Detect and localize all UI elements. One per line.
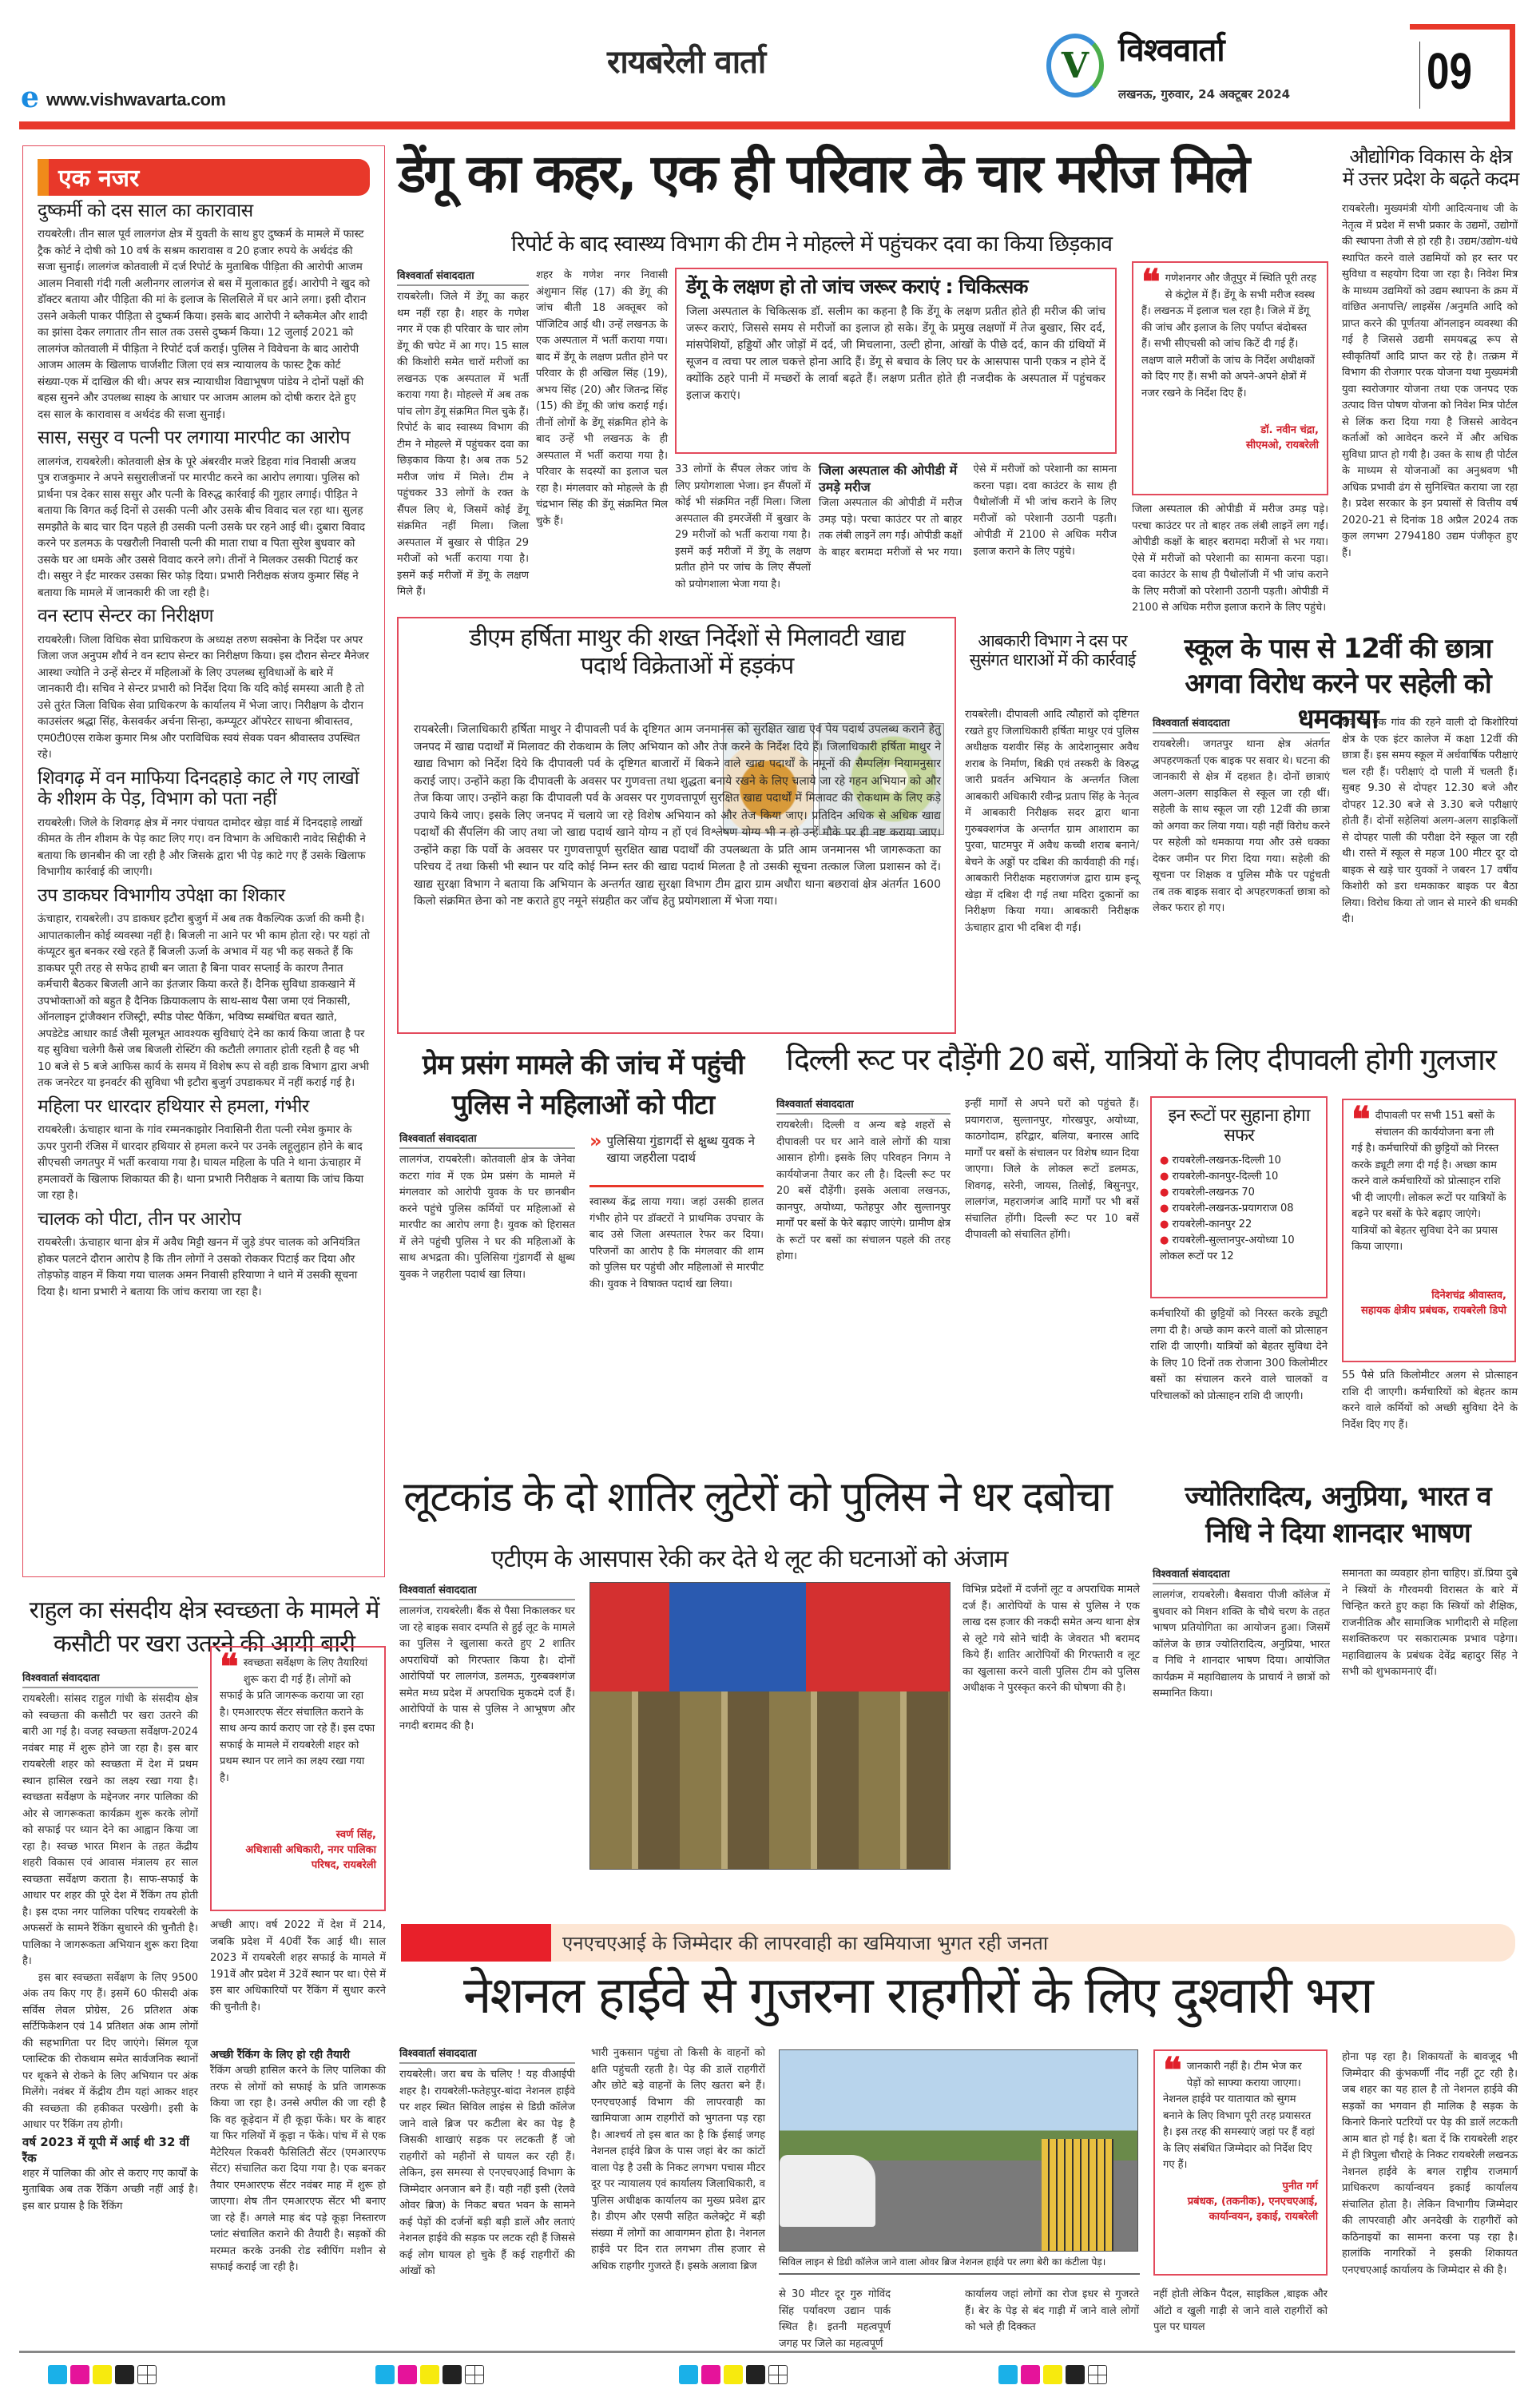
opd-title: जिला अस्पताल की ओपीडी में उमड़े मरीज (819, 463, 958, 495)
quote-icon: ❝ (1141, 262, 1161, 303)
speech-headline: ज्योतिरादित्य, अनुप्रिया, भारत व निधि ने दिया शानदार भाषण (1185, 1481, 1491, 1549)
speech-byline: विश्ववार्ता संवाददाता (1153, 1566, 1330, 1584)
ek-nazar-headline: शिवगढ़ में वन माफिया दिनदहाड़े काट ले गए लाखों के शीशम के पेड़, विभाग को पता नहीं (38, 767, 359, 810)
nhai-quote-text: जानकारी नहीं है। टीम भेज कर पेड़ों को साफ्या कराया जाएगा। नेशनल हाईवे पर यातायात को सुगम बनाने के लिए विभाग पूरी तरह प्रयासरत है। इस तरह की समस्याएं जहां पर हैं वहां के लिए संबंधित जिम्मेदार को निर्देश दिए गए हैं। (1163, 2061, 1315, 2171)
routes-list (1160, 1153, 1318, 1265)
color-swatch (679, 2365, 698, 2384)
route-item (1160, 1233, 1318, 1249)
delhi-byline: विश्ववार्ता संवाददाता (776, 1096, 951, 1115)
rahul-body-1: रायबरेली। सांसद राहुल गांधी के संसदीय क्षेत्र को स्वच्छता की कसौटी पर खरा उतरने की बारी आ गई है। वजह स्वच्छता सर्वेक्षण-2024 नवंबर माह में शुरू होने जा रहा है। इस बार रायबरेली शहर को स्वच्छता में देश में प्रथम स्थान हासिल रखने का लक्ष्य रखा गया है। स्वच्छता सर्वेक्षण के मद्देनजर नगर पालिका की ओर से जागरूकता कार्यक्रम शुरू करके लोगों को सफाई पर ध्यान देने का आह्वान किया जा रहा है। स्वच्छ भारत मिशन के तहत केंद्रीय शहरी विकास एवं आवास मंत्रालय हर साल स्वच्छता सर्वेक्षण कराता है। साफ-सफाई के आधार पर शहर की पूरे देश में रैंकिंग तय होती है। इस दफा नगर पालिका परिषद रायबरेली के अफसरों के सामने रैंकिंग सुधारने की चुनौती है। पालिका ने जागरूकता अभियान शुरू करा दिया है। (22, 1693, 198, 1967)
cmo-quote-text: गणेशनगर और जैतूपुर में स्थिति पूरी तरह से कंट्रोल में हैं। डेंगू के सभी मरीज स्वस्थ हैं। लखनऊ में इलाज चल रहा है। जिले में डेंगू की जांच और इलाज के लिए पर्याप्त बंदोबस्त हैं। सभी सीएचसी को जांच किटें दी गई हैं। लक्षण वाले मरीजों के जांच के निर्देश अधीक्षकों को दिए गए हैं। सभी को अपने-अपने क्षेत्रों में नजर रखने के निर्देश दिए हैं। (1141, 272, 1316, 400)
loot-col-1 (399, 1582, 575, 1894)
delhi-col-1 (776, 1096, 951, 1436)
crosshair-icon (137, 2365, 157, 2384)
ek-nazar-headline: वन स्टाप सेन्टर का निरीक्षण (38, 606, 213, 627)
loot-headline: लूटकांड के दो शातिर लुटेरों को पुलिस ने धर दबोचा (403, 1473, 1112, 1521)
rahul-body-2: अच्छी आए। वर्ष 2022 में देश में 214, जबकि प्रदेश में 40वीं रैंक आई थी। साल 2023 में रायबरेली शहर सफाई के मामले में 191वें और प्रदेश में 32वें स्थान पर था। ऐसे में इस बार अधिकारियों पर रैंकिंग में सुधार करने की चुनौती है। (210, 1919, 386, 2013)
color-bar (679, 2365, 788, 2384)
dengue-tips-box (675, 268, 1117, 454)
rahul-subhead-1: वर्ष 2023 में यूपी में आई थी 32 वीं रैंक (22, 2134, 189, 2165)
dengue-tips-title: डेंगू के लक्षण हो तो जांच जरूर कराएं : चिकित्सक (686, 275, 1028, 298)
color-swatch (115, 2365, 134, 2384)
eo-quote-designation: अधिशासी अधिकारी, नगर पालिका परिषद, रायबरेली (245, 1844, 376, 1871)
brand-name: विश्ववार्ता (1118, 32, 1224, 69)
bullet-icon: ● (1160, 1186, 1173, 1199)
rahul-sub1-body: शहर में पालिका की ओर से कराए गए कार्यों के मुताबिक अब तक रैंकिंग अच्छी नहीं आई है। इस बार प्रयास है कि रैंकिंग (22, 2167, 198, 2212)
excise-body: रायबरेली। दीपावली आदि त्यौहारों को दृष्टिगत रखते हुए जिलाधिकारी हर्षिता माथुर एवं पुलिस अधीक्षक यशवीर सिंह के आदेशानुसार अवैध शराब के निर्माण, बिक्री एवं तस्करी के विरुद्ध जारी प्रवर्तन अभियान के अन्तर्गत जिला आबकारी अधिकारी रवीन्द्र प्रताप सिंह के नेतृत्व में आबकारी निरीक्षक सदर द्वारा थाना गुरुबक्शगंज के अन्तर्गत ग्राम आशाराम का पुरवा, घाटमपुर में अवैध कच्ची शराब बनाने/बेचने के अड्डों पर दबिश की कार्यवाही की गई। आबकारी निरीक्षक महराजगंज द्वारा ग्राम इन्दू खेड़ा में दबिश दी गई तथा मदिरा दुकानों का निरीक्षण किया गया। आबकारी निरीक्षक ऊंचाहार द्वारा भी दबिश दी गई। (965, 709, 1139, 934)
ek-nazar-headline: उप डाकघर विभागीय उपेक्षा का शिकार (38, 884, 285, 906)
eo-quote-name: स्वर्ण सिंह, (335, 1829, 376, 1841)
route-item (1160, 1169, 1318, 1185)
nhai-col-2: भारी नुकसान पहुंचा तो किसी के वाहनों को क्षति पहुंचती रहती है। पेड़ की डालें राहगीरों और छोटे बड़े वाहनों के लिए खतरा बने हैं। एनएचएआई विभाग की लापरवाही का खामियाजा आम राहगीरों को भुगतना पड़ रहा है। आश्चर्य तो इस बात का है कि ईसाई जगह नेशनल हाईवे ब्रिज के पास जहां बेर का कांटों वाला पेड़ है उसी के निकट लगभग पचास मीटर दूर पर न्यायालय एवं कार्यालय जिलाधिकारी, व पुलिस अधीक्षक कार्यालय का मुख्य प्रवेश द्वार है। डीएम और एसपी सहित कलेक्ट्रेट में बड़ी संख्या में लोगों का आवागमन होता है। नेशनल हाईवे पर दिन रात लगभग तीस हजार से अधिक राहगीर गुजरते हैं। इसके अलावा ब्रिज (591, 2047, 765, 2272)
ek-nazar-headline: दुष्कर्मी को दस साल का कारावास (38, 201, 253, 221)
crosshair-icon (768, 2365, 788, 2384)
color-swatch (70, 2365, 89, 2384)
color-swatch (724, 2365, 743, 2384)
quote-icon: ❝ (1163, 2050, 1182, 2091)
color-swatch (443, 2365, 462, 2384)
lead-col-3: 33 लोगों के सैंपल लेकर जांच के लिए प्रयोगशाला भेजा। इन सैंपलों में कोई भी संक्रमित नहीं मिला। जिला अस्पताल की इमरजेंसी में बुखार के 29 मरीजों को भर्ती कराया गया है। इसमें कई मरीजों में डेंगू के लक्षण प्रतीत होने पर जांच के लिए सैंपलों को प्रयोगशाला भेजा गया है। (675, 463, 811, 590)
delhi-body-1: रायबरेली। दिल्ली व अन्य बड़े शहरों से दीपावली पर घर आने वाले लोगों की यात्रा आसान होगी। इसके लिए परिवहन निगम ने कार्ययोजना तैयार कर ली है। दिल्ली रूट पर 20 बसें दौड़ेंगी। इसके अलावा लखनऊ, कानपुर, अयोध्या, फतेहपुर और सुल्तानपुर मार्गों पर बसों के फेरे बढ़ाए जाएंगे। ग्रामीण क्षेत्र के रूटों पर बसों का संचालन पहले की तरह होगा। (776, 1119, 951, 1262)
ek-nazar-body: रायबरेली। तीन साल पूर्व लालगंज क्षेत्र में युवती के साथ हुए दुष्कर्म के मामले में फास्ट ट्रैक कोर्ट ने दोषी को 10 वर्ष के सश्रम कारावास व 20 हजार रुपये के अर्थदंड की सजा सुनाई। लालगंज कोतवाली में दर्ज रिपोर्ट के मुताबिक पीड़िता की आरोपी आजम आलम निवासी गंदी गली अलीनगर लालगंज से बस में मुलाकात हुई। आरोपी ने खुद को डॉक्टर बताया और पीड़िता की मां के इलाज के सिलसिले में घर आने लगा। इसी दौरान उसने अकेली पाकर पीड़िता से दुष्कर्म किया। इसके बाद आरोपी ने ब्लैकमेल और शादी का झांसा देकर लगातार तीन साल तक उससे दुष्कर्म किया। 12 जुलाई 2021 को लालगंज कोतवाली में पीड़िता ने रिपोर्ट दर्ज कराई। पुलिस ने विवेचना के बाद आरोपी आजम आलम के खिलाफ चार्जशीट जिला एवं सत्र न्यायालय के फास्ट ट्रैक कोर्ट संख्या-एक में दाखिल की थी। अपर सत्र न्यायाधीश विद्याभूषण पांडेय ने दोनों पक्षों की बहस सुनने और उपलब्ध साक्ष्य के आधार पर आजम आलम को दोषी करार देते हुए दस साल के कारावास व अर्थदंड की सजा सुनाई। (38, 228, 371, 421)
dengue-tips-body: जिला अस्पताल के चिकित्सक डॉ. सलीम का कहना है कि डेंगू के लक्षण प्रतीत होते ही मरीज की जांच जरूर कराएं, जिससे समय से मरीजों का इलाज हो सके। डेंगू के प्रमुख लक्षणों में तेज बुखार, सिर दर्द, मांसपेशियों, हड्डियों और जोड़ों में दर्द, जी मिचलाना, उल्टी होना, आंखों के पीछे दर्द, कान की ग्रंथियों में सूजन व त्वचा पर लाल चकत्ते होना आदि हैं। डेंगू से बचाव के लिए घर के आसपास पानी एकत्र न होने दें क्योंकि ठहरे पानी में मच्छरों के लार्वा बढ़ते हैं। लक्षण प्रतीत होते ही नजदीक के अस्पताल में पहुंचकर इलाज कराएं। (686, 304, 1105, 402)
route-label: रायबरेली-लखनऊ 70 (1172, 1186, 1255, 1199)
route-label: रायबरेली-कानपुर-दिल्ली 10 (1172, 1170, 1279, 1183)
section-title: रायबरेली वार्ता (607, 44, 766, 81)
car-shape (780, 2155, 875, 2227)
delhi-headline: दिल्ली रूट पर दौड़ेंगी 20 बसें, यात्रियों के लिए दीपावली होगी गुलजार (786, 1042, 1496, 1077)
rahul-col-3 (210, 2047, 386, 2351)
opd-body: जिला अस्पताल की ओपीडी में मरीज उमड़ पड़े। परचा काउंटर पर तो बाहर तक लंबी लाइनें लग गईं। ओपीडी कक्षों के बाहर बरामदा मरीजों से भर गया। ऐसे में मरीजों को परेशानी का सामना करना पड़ा। दवा काउंटर के साथ ही पैथोलॉजी में भी जांच कराने के लिए मरीजों को परेशानी उठानी पड़ती। ओपीडी में 2100 से अधिक मरीज इलाज कराने के लिए पहुंचे। (819, 463, 1117, 559)
food-body (414, 721, 941, 1029)
love-sidebar (589, 1130, 764, 1187)
cmo-quote-box (1132, 261, 1328, 495)
ek-nazar-headline: चालक को पीटा, तीन पर आरोप (38, 1208, 241, 1230)
route-item (1160, 1201, 1318, 1217)
route-label: लोकल रूटों पर 12 (1160, 1250, 1234, 1262)
love-headline: प्रेम प्रसंग मामले की जांच में पहुंची पुलिस ने महिलाओं को पीटा (422, 1049, 744, 1121)
ek-nazar-box (22, 145, 385, 1577)
color-swatch (746, 2365, 765, 2384)
rahul-byline: विश्ववार्ता संवाददाता (22, 1670, 198, 1688)
kicker-red-block (401, 1924, 551, 1962)
ek-nazar-items (38, 201, 370, 1300)
nhai-photo-caption: सिविल लाइन से डिग्री कॉलेज जाने वाला ओवर ब्रिज नेशनल हाईवे पर लगा बेरी का कंटीला पेड़। (779, 2255, 1140, 2275)
ek-nazar-title: एक नजर (58, 165, 140, 193)
ek-nazar-headline: सास, ससुर व पत्नी पर लगाया मारपीट का आरोप (38, 427, 351, 449)
rahul-subhead-2: अच्छी रैंकिंग के लिए हो रही तैयारी (210, 2047, 386, 2063)
eo-quote-box (210, 1646, 386, 1911)
loot-col-2: विभिन्न प्रदेशों में दर्जनों लूट व अपराधिक मामले दर्ज हैं। आरोपियों के पास से पुलिस ने एक लाख दस हजार की नकदी समेत अन्य थाना क्षेत्र से लूटे गये सोने चांदी के जेवरात भी बरामद किये हैं। शातिर आरोपियों की गिरफ्तारी व लूट का खुलासा करने वाली पुलिस टीम को पुलिस अधीक्षक ने पुरस्कृत करने की घोषणा की है। (963, 1584, 1140, 1694)
school-body-1: रायबरेली। जगतपुर थाना क्षेत्र अंतर्गत अपहरणकर्ता एक बाइक पर सवार थे। घटना की जानकारी से क्षेत्र में दहशत है। दोनों छात्राएं अलग-अलग साइकिल से स्कूल जा रही थीं। सहेली के साथ स्कूल जा रही 12वीं की छात्रा को अगवा कर लिया गया। यही नहीं विरोध करने पर सहेली को धमकाया गया और उसे धक्का देकर जमीन पर गिरा दिया गया। सहेली की सूचना पर शिक्षक व पुलिस मौके पर पहुंचती तब तक बाइक सवार दो अपहरणकर्ता छात्रा को लेकर फरार हो गए। (1153, 738, 1330, 914)
chevron-right-icon: » (589, 1130, 602, 1152)
color-bar (375, 2365, 484, 2384)
nhai-quote-designation: प्रबंधक, (तकनीक), एनएचएआई, कार्यान्वयन, इकाई, रायबरेली (1187, 2196, 1318, 2223)
ie-logo-icon: e (21, 81, 39, 114)
delhi-col-4: 55 पैसे प्रति किलोमीटर अलग से प्रोत्साहन राशि दी जाएगी। कर्मचारियों को बेहतर काम करने वाले कर्मियों को अच्छी सुविधा देने के निर्देश दिए गए हैं। (1342, 1369, 1518, 1431)
industry-headline: औद्योगिक विकास के क्षेत्र में उत्तर प्रदेश के बढ़ते कदम (1342, 145, 1519, 190)
color-swatch (93, 2365, 112, 2384)
lead-col-4: जिला अस्पताल की ओपीडी में मरीज उमड़ पड़े। परचा काउंटर पर तो बाहर तक लंबी लाइनें लग गईं। ओपीडी कक्षों के बाहर बरामदा मरीजों से भर गया। ऐसे में मरीजों को परेशानी का सामना करना पड़ा। दवा काउंटर के साथ ही पैथोलॉजी में भी जांच कराने के लिए मरीजों को परेशानी उठानी पड़ती। ओपीडी में 2100 से अधिक मरीज इलाज कराने के लिए पहुंचे। (1132, 503, 1328, 614)
love-body-1: लालगंज, रायबरेली। कोतवाली क्षेत्र के जेनेवा कटरा गांव में एक प्रेम प्रसंग के मामले में मंगलवार को आरोपी युवक के घर छानबीन करने पहुंचे पुलिस कर्मियों पर महिलाओं से मारपीट का आरोप लगा है। युवक को हिरासत में लेने पहुंची पुलिस ने घर की महिलाओं के साथ अभद्रता की। पुलिसिया गुंडागर्दी से क्षुब्ध युवक ने जहरीला पदार्थ खा लिया। (399, 1154, 575, 1281)
ek-nazar-body: ऊंचाहार, रायबरेली। उप डाकघर इटौरा बुजुर्ग में अब तक वैकल्पिक ऊर्जा की कमी है। आपातकालीन कोई व्यवस्था नहीं है। बिजली ना आने पर भी काम होता रहे। पर यहां तो कंप्यूटर बुत बनकर रखे रहते हैं बिजली ऊर्जा के अभाव में यह भी कह सकते हैं कि डाकघर पूरी तरह से सफेद हाथी बन जाता है बिना पावर सप्लाई के कारण तैनात कर्मचारी बैठकर बिजली आने का इंतजार किया करते हैं। दैनिक सुविधा डाकखाने में उपभोक्ताओं को बहुत है दैनिक क्रियाकलाप के साथ-साथ पैसा जमा एवं निकासी, ऑनलाइन ट्रांजैक्शन रजिस्ट्री, स्पीड पोस्ट पैकिंग, भविष्य सम्बंधित बचत खाते, अपडेटेड आधार कार्ड जैसी मूलभूत आवश्यक सुविधाएं देने का कार्य किया जाता है पर यह सुविधा चलेगी कैसे जब बिजली रोस्टिंग की कटौती लगातार होती रहती है वह भी 10 बजे से 5 बजे आफिस कार्य के समय में विशेष रूप से वही डाक विभाग द्वारा अभी तक जनरेटर या इनवर्टर की सुविधा भी इटौरा बुजुर्ग उपडाकघर में नहीं कराई गई है। (38, 912, 370, 1090)
color-swatch (1043, 2365, 1062, 2384)
header-rule (19, 121, 1515, 129)
bullet-icon: ● (1160, 1170, 1173, 1183)
page-divider (1419, 42, 1420, 109)
love-sidebar-text: पुलिसिया गुंडागर्दी से क्षुब्ध युवक ने खाया जहरीला पदार्थ (606, 1134, 755, 1165)
food-headline: डीएम हर्षिता माथुर की शख्त निर्देशों से मिलावटी खाद्य पदार्थ विक्रेताओं में हड़कंप (469, 624, 905, 680)
depot-quote-designation: सहायक क्षेत्रीय प्रबंधक, रायबरेली डिपो (1360, 1305, 1506, 1317)
route-label: रायबरेली-लखनऊ-प्रयागराज 08 (1172, 1202, 1294, 1214)
school-byline: विश्ववार्ता संवाददाता (1153, 715, 1330, 733)
school-col-2: क्षेत्र के एक गांव की रहने वाली दो किशोरियां क्षेत्र के एक इंटर कालेज में कक्षा 12वीं की छात्रा हैं। इस समय स्कूल में अर्धवार्षिक परीक्षाएं चल रही हैं। परीक्षाएं दो पाली में चलती हैं। सुबह 9.30 से दोपहर 12.30 बजे और दोपहर 12.30 बजे से 3.30 बजे परीक्षाएं होती हैं। दोनों सहेलियां अलग-अलग साइकिलों से दोपहर पाली की परीक्षा देने स्कूल जा रही थी। रास्ते में स्कूल से महज 100 मीटर दूर दो बाइक से खड़े चार युवकों ने जबरन 17 वर्षीय किशोरी को डरा धमकाकर बाइक पर बैठा लिया। विरोध किया तो जान से मारने की धमकी दी। (1342, 717, 1518, 925)
color-swatch (398, 2365, 417, 2384)
dateline: लखनऊ, गुरुवार, 24 अक्टूबर 2024 (1118, 87, 1291, 101)
speech-col-2: समानता का व्यवहार होना चाहिए। डॉ.प्रिया दुबे ने स्त्रियों के गौरवमयी विरासत के बारे में चिन्हित करते हुए कहा कि स्त्रियों को शैक्षिक, राजनीतिक और सामाजिक भागीदारी से महिला सशक्तिकरण पर सकारात्मक प्रभाव पड़ेगा। महाविद्यालय के प्रबंधक देवेंद्र बहादुर सिंह ने सभी को शुभकामनाएं दीं। (1342, 1568, 1518, 1678)
industry-body: रायबरेली। मुख्यमंत्री योगी आदित्यनाथ जी के नेतृत्व में प्रदेश में सभी प्रकार के उद्यमों, उद्योगों की स्थापना तेजी से हो रही है। उद्यम/उद्योग-धंधे स्थापित करने वाले उद्यमियों को हर स्तर पर सुविधा व सहयोग दिया जा रहा है। निवेश मित्र के माध्यम उद्यमियों को उद्यम स्थापना के क्रम में वांछित अनापत्ति/ लाइसेंस /अनुमति आदि को प्राप्त करने की पूर्णतया ऑनलाइन व्यवस्था की गई है जिससे उद्यमी समयबद्ध रूप से स्वीकृतियाँ आदि प्राप्त कर रहे है। तत्क्रम में विभाग की रोजगार परक योजना यथा मुख्यमंत्री युवा स्वरोजगार योजना तथा एक जनपद एक उत्पाद वित्त पोषण योजना को निवेश मित्र पोर्टल से लिंक करा दिया गया है जिससे आवेदन कर्ताओं को आवेदन करने में और अधिक सुविधा प्राप्त हो गयी है। उक्त के साथ ही पोर्टल के माध्यम से योजनाओं का अनुश्रवण भी अधिक प्रभावी ढंग से सुनिश्चित कराया जा रहा है। प्रदेश सरकार के इन प्रयासों से वित्तीय वर्ष 2020-21 से दिनांक 18 अप्रैल 2024 तक कुल लगभग 2794180 उद्यम पंजीकृत हुए हैं। (1342, 203, 1518, 559)
page-number: 09 (1427, 42, 1472, 100)
nhai-col-6: होना पड़ रहा है। शिकायतों के बावजूद भी जिम्मेदार की कुंभकर्णी नींद नहीं टूट रही है। जब शहर का यह हाल है तो नेशनल हाईवे की सड़कों का भगवान ही मालिक है सड़क के किनारे किनारे पटरियों पर पेड़ की डालें लटकती आम बात हो गई है। बता दें कि रायबरेली शहर में ही त्रिपुला चौराहे के निकट रायबरेली लखनऊ नेशनल हाईवे के बगल राष्ट्रीय राजमार्ग प्राधिकरण कार्यान्वयन इकाई कार्यालय संचालित होता है। लेकिन विभागीय जिम्मेदार की लापरवाही और अनदेखी के राहगीरों को कठिनाइयों का सामना करना पड़ रहा है। हालांकि नागरिकों ने इसकी शिकायत एनएचएआई कार्यालय के जिम्मेदार से की है। (1342, 2051, 1518, 2276)
ek-nazar-body: रायबरेली। जिले के शिवगढ़ क्षेत्र में नगर पंचायत दामोदर खेड़ा वार्ड में दिनदहाड़े लाखों कीमत के तीन शीशम के पेड़ काट लिए गए। वन विभाग के अधिकारी नावेद सिद्दीकी ने बताया कि छानबीन की जा रही है और जिसके द्वारा भी पेड़ काटे गए हैं उसके खिलाफ विभागीय कार्रवाई की जाएगी। (38, 816, 366, 879)
ek-nazar-label (38, 159, 370, 196)
love-col-1 (399, 1131, 575, 1434)
railing-shape (1042, 2139, 1113, 2251)
nhai-headline: नेशनल हाईवे से गुजरना राहगीरों के लिए दुश्वारी भरा (463, 1966, 1372, 2025)
lead-headline: डेंगू का कहर, एक ही परिवार के चार मरीज मिले (398, 143, 1248, 205)
route-label: रायबरेली-सुल्तानपुर-अयोध्या 10 (1172, 1234, 1295, 1246)
route-label: रायबरेली-लखनऊ-दिल्ली 10 (1172, 1154, 1281, 1167)
nhai-body-1: रायबरेली। जरा बच के चलिए ! यह वीआईपी शहर है। रायबरेली-फतेहपुर-बांदा नेशनल हाईवे पर शहर स्थित सिविल लाइंस से डिग्री कॉलेज जाने वाले ब्रिज पर कटीला बेर का पेड़ है जिसकी शाखाएं सड़क पर लटकती हैं जो राहगीरों को महीनों से घायल कर रही हैं। लेकिन, इस समस्या से एनएचएआई विभाग के जिम्मेदार अनजान बने हैं। यही नहीं इसी (रेलवे ओवर ब्रिज) के निकट बचत भवन के सामने कई पेड़ों की दर्जनों बड़ी बड़ी डालें और लताएं नेशनल हाईवे की सड़क पर लटक रही हैं जिससे कई लोग घायल हो चुके हैं कई राहगीरों की आंखों को (399, 2069, 575, 2277)
loot-photo (589, 1582, 951, 1870)
rahul-body-1b: इस बार स्वच्छता सर्वेक्षण के लिए 9500 अंक तय किए गए हैं। इसमें 60 फीसदी अंक सर्विस लेवल प्रोग्रेस, 26 प्रतिशत अंक सर्टिफिकेशन एवं 14 प्रतिशत अंक आम लोगों की सहभागिता पर दिए जाएंगे। सिंगल यूज प्लास्टिक की रोकथाम समेत सार्वजनिक स्थानों पर थूकने से रोकने के लिए अभियान पर अंक मिलेंगे। नवंबर में केंद्रीय टीम यहां आकर शहर की स्वच्छता की हकीकत परखेगी। इसी के आधार पर रैंकिंग तय होगी। (22, 1971, 198, 2131)
love-byline: विश्ववार्ता संवाददाता (399, 1131, 575, 1149)
lead-col-2: शहर के गणेश नगर निवासी अंशुमान सिंह (17) की डेंगू की जांच बीती 18 अक्तूबर को पॉजिटिव आई थी। उन्हें लखनऊ के एक अस्पताल में भर्ती कराया गया। बाद में डेंगू के लक्षण प्रतीत होने पर परिवार के ही अखिल सिंह (19), अभय सिंह (20) और जितन्द्र सिंह (15) की डेंगू की जांच कराई गई। तीनों लोगों के डेंगू संक्रमित होने के बाद उन्हें भी लखनऊ के ही अस्पताल में भर्ती कराया गया है। परिवार के सदस्यों का इलाज चल रहा है। मंगलवार को मोहल्ले के ही चंद्रभान सिंह की डेंगू संक्रमित मिल चुके हैं। (536, 269, 668, 527)
color-swatch (375, 2365, 395, 2384)
routes-title: इन रूटों पर सुहाना होगा सफर (1168, 1106, 1310, 1147)
crosshair-icon (465, 2365, 484, 2384)
ek-nazar-body: लालगंज, रायबरेली। कोतवाली क्षेत्र के पूरे अंबरवीर मजरे डिहवा गांव निवासी अजय पुत्र राजकुमार ने अपने ससुरालीजनों पर मारपीट करने का आरोप लगाया। पुलिस को प्रार्थना पत्र देकर सास ससुर और पत्नी के विरुद्ध कार्रवाई की गुहार लगाई। पीड़ित ने बताया कि विगत कई दिनों से उसकी पत्नी और उसके बीच विवाद चल रहा था। सुलह समझौते के बाद चार दिन पहले ही उसकी पत्नी उसके घर रहने आई थी। दुबारा विवाद करने पर डलमऊ के पखरौली निवासी पत्नी की माता राधा व पिता सुरेश बुधवार को उसके घर आ धमके और उससे विवाद करने लगे। तीनों ने मिलकर उसकी पिटाई कर दी। ससुर ने ईंट मारकर उसका सिर फोड़ दिया। प्रभारी निरीक्षक संजय कुमार सिंह ने बताया कि मामले में जानकारी की जा रही है। (38, 455, 366, 599)
ek-nazar-body: रायबरेली। ऊंचाहार थाना के गांव रम्मनकाझोर निवासिनी रीता पत्नी रमेश कुमार के ऊपर पुरानी रंजिस में धारदार हथियार से हमला करने पर उनके लहूलुहान होने के बाद सीएचसी जगतपुर में भर्ती करवाया गया है। घायल महिला के पति ने थाना ऊंचाहार में हमलावरों के खिलाफ शिकायत की है। थाना प्रभारी निरीक्षक ने बताया कि जांच किया जा रहा है। (38, 1123, 364, 1202)
ek-nazar-headline: महिला पर धारदार हथियार से हमला, गंभीर (38, 1095, 309, 1117)
eo-quote-text: स्वच्छता सर्वेक्षण के लिए तैयारियां शुरू करा दी गई हैं। लोगों को सफाई के प्रति जागरूक कराया जा रहा है। एमआरएफ सेंटर संचालित कराने के साथ अन्य कार्य कराए जा रहे हैं। इस दफा सफाई के मामले में रायबरेली शहर को प्रथम स्थान पर लाने का लक्ष्य रखा गया है। (220, 1657, 375, 1784)
rahul-col-1 (22, 1670, 198, 2357)
lead-col-1 (397, 268, 529, 611)
route-label: रायबरेली-कानपुर 22 (1172, 1218, 1252, 1230)
rahul-headline: राहुल का संसदीय क्षेत्र स्वच्छता के मामले में कसौटी पर खरा उतरने की आयी बारी (29, 1596, 379, 1658)
bullet-icon: ● (1160, 1202, 1173, 1214)
loot-byline: विश्ववार्ता संवाददाता (399, 1582, 575, 1600)
ek-nazar-body: रायबरेली। ऊंचाहार थाना क्षेत्र में अवैध मिट्टी खनन में जुड़े डंपर चालक को अनियंत्रित होकर पलटने दौरान आरोप है कि तीन लोगों ने उसको रोककर पिटाई कर दिया और तोड़फोड़ वाहन में किया गया चालक अमन निवासी हरियाणा ने थाने में उसकी सूचना दिया है। थाना प्रभारी ने बताया कि जांच कराया जा रहा है। (38, 1236, 360, 1298)
color-swatch (701, 2365, 720, 2384)
cmo-quote-name: डॉ. नवीन चंद्रा, (1260, 424, 1319, 436)
quote-icon: ❝ (220, 1647, 239, 1687)
color-swatch (1066, 2365, 1085, 2384)
color-swatch (1021, 2365, 1040, 2384)
nhai-byline: विश्ववार्ता संवाददाता (399, 2045, 575, 2064)
routes-box (1150, 1096, 1328, 1298)
bullet-icon: ● (1160, 1154, 1173, 1167)
loot-body-1: लालगंज, रायबरेली। बैंक से पैसा निकालकर घर जा रहे बाइक सवार दम्पति से हुई लूट के मामले का पुलिस ने खुलासा करते हुए 2 शातिर अपराधियों को गिरफ्तार किया है। दोनों आरोपियों पर लालगंज, डलमऊ, गुरुबक्शगंज समेत मध्य प्रदेश में अपराधिक मुकदमे दर्ज हैं। आरोपियों के पास से पुलिस ने आभूषण और नगदी बरामद की है। (399, 1605, 575, 1732)
route-item (1160, 1185, 1318, 1201)
cmo-quote-designation: सीएमओ, रायबरेली (1245, 439, 1319, 451)
nhai-col-4: कार्यालय जहां लोगों का रोज इधर से गुजरते हैं। बेर के पेड़ से बंद गाड़ी में जाने वाले लोगों को भले ही दिक्कत (965, 2288, 1139, 2333)
loot-subhead: एटीएम के आसपास रेकी कर देते थे लूट की घटनाओं को अंजाम (491, 1545, 1008, 1573)
school-headline: स्कूल के पास से 12वीं की छात्रा अगवा विरोध करने पर सहेली को धमकाया (1184, 633, 1492, 735)
depot-quote-text: दीपावली पर सभी 151 बसों के संचालन की कार्ययोजना बना ली गई है। कर्मचारियों की छुट्टियों को निरस्त करके ड्यूटी लगा दी गई है। अच्छा काम करने वाले कर्मचारियों को प्रोत्साहन राशि भी दी जाएगी। लोकल रूटों पर यात्रियों के बढ़ने पर बसों के फेरे बढ़ाए जाएंगे। यात्रियों को बेहतर सुविधा देने का प्रयास किया जाएगा। (1351, 1110, 1506, 1253)
route-item (1160, 1217, 1318, 1233)
nhai-col-5: नहीं होती लेकिन पैदल, साइकिल ,बाइक और ऑटो व खुली गाड़ी से जाने वाले राहगीरों को पुल पर घायल (1153, 2288, 1328, 2333)
brand-logo-icon: V (1046, 34, 1104, 97)
color-swatch (420, 2365, 439, 2384)
delhi-col-2: इन्हीं मार्गों से अपने घरों को पहुंचते हैं। प्रयागराज, सुल्तानपुर, गोरखपुर, अयोध्या, काठगोदाम, हरिद्वार, बलिया, बनारस आदि मार्गों पर बसों के संचालन पर विशेष ध्यान दिया जाएगा। जिले के लोकल रूटों डलमऊ, शिवगढ़, सरेनी, जायस, तिलोई, बिसुनपुर, लालगंज, महराजगंज आदि मार्गों पर भी बसें संचालित होंगी। दिल्ली रूट पर 10 बसें दीपावली को संचालित होंगी। (965, 1098, 1139, 1241)
nhai-kicker-strip (401, 1924, 1515, 1962)
nhai-quote-box (1153, 2049, 1328, 2276)
lead-byline: विश्ववार्ता संवाददाता (397, 268, 529, 286)
bullet-icon: ● (1160, 1234, 1173, 1246)
delhi-col-3: कर्मचारियों की छुट्टियों को निरस्त करके ड्यूटी लगा दी है। अच्छे काम करने वालों को प्रोत्साहन राशि दी जाएगी। यात्रियों को बेहतर सुविधा देने के लिए 10 दिनों तक रोजाना 300 किलोमीटर बसों का संचालन करने वाले चालकों व परिचालकों को प्रोत्साहन राशि दी जाएगी। (1150, 1308, 1328, 1402)
speech-body-1: लालगंज, रायबरेली। बैसवारा पीजी कॉलेज में बुधवार को मिशन शक्ति के चौथे चरण के तहत भाषण प्रतियोगिता का आयोजन हुआ। जिसमें कॉलेज के छात्र ज्योतिरादित्य, अनुप्रिया, भारत व निधि ने शानदार भाषण दिया। आयोजित कार्यक्रम में महाविद्यालय के प्राचार्य ने छात्रों को सम्मानित किया। (1153, 1589, 1330, 1699)
quote-icon: ❝ (1351, 1099, 1371, 1140)
route-item (1160, 1153, 1318, 1169)
depot-quote-box (1342, 1099, 1516, 1362)
excise-headline: आबकारी विभाग ने दस पर सुसंगत धाराओं में की कार्रवाई (969, 631, 1136, 670)
route-item (1160, 1249, 1318, 1265)
crosshair-icon (1088, 2365, 1107, 2384)
nhai-col-1 (399, 2045, 575, 2349)
ek-nazar-body: रायबरेली। जिला विधिक सेवा प्राधिकरण के अध्यक्ष तरुण सक्सेना के निर्देश पर अपर जिला जज अनुपम शौर्य ने वन स्टाप सेन्टर का निरीक्षण किया। इस दौरान सेन्टर मैनेजर आस्था ज्योति ने उन्हें सेन्टर में महिलाओं के लिए उपलब्ध सुविधाओं के बारे में जानकारी दी। सचिव ने सेन्टर प्रभारी को निर्देश दिया कि यदि कोई समस्या आती है तो उसे तुरंत जिला विधिक सेवा प्राधिकरण के कार्यालय में भेजा जाए। निरीक्षण के दौरान काउसंलर श्रद्धा सिंह, केसवर्कर अर्चना सिन्हा, कम्प्यूटर ऑपरेटर साधना श्रीवास्तव, एम0टी0एस राकेश कुमार मिश्र और पराविधिक स्वयं सेवक पवन श्रीवास्तव उपस्थित रहे। (38, 633, 370, 761)
color-swatch (48, 2365, 67, 2384)
lead-body: रायबरेली। जिले में डेंगू का कहर थम नहीं रहा है। शहर के गणेश नगर में एक ही परिवार के चार लोग डेंगू की चपेट में आ गए। 15 साल की किशोरी समेत चारों मरीजों का लखनऊ एक अस्पताल में भर्ती कराया गया है। मोहल्ले में अब तक पांच लोग डेंगू संक्रमित मिल चुके हैं। रिपोर्ट के बाद स्वास्थ्य विभाग की टीम ने मोहल्ले में पहुंचकर दवा का छिड़काव किया है। अब तक 52 मरीज जांच में मिले। टीम ने पहुंचकर 33 लोगों के रक्त के सैंपल लिए थे, जिसमें कोई डेंगू संक्रमित नहीं मिला। जिला अस्पताल में बुखार से पीड़ित 29 मरीजों को भर्ती कराया गया है। इसमें कई मरीजों में डेंगू के लक्षण मिले हैं। (397, 291, 529, 598)
speech-col-1 (1153, 1566, 1330, 1894)
nhai-quote-name: पुनीत गर्ग (1282, 2180, 1318, 2192)
bottom-rule (19, 2351, 1515, 2353)
love-col-2: स्वास्थ्य केंद्र लाया गया। जहां उसकी हालत गंभीर होने पर डॉक्टरों ने प्राथमिक उपचार के बाद उसे जिला अस्पताल रेफर कर दिया। परिजनों का आरोप है कि मंगलवार की शाम को पुलिस घर पहुंची और महिलाओं से मारपीट की। युवक ने विषाक्त पदार्थ खा लिया। (589, 1196, 764, 1290)
lead-subhead: रिपोर्ट के बाद स्वास्थ्य विभाग की टीम ने मोहल्ले में पहुंचकर दवा का किया छिड़काव (511, 232, 1113, 256)
color-swatch (998, 2365, 1018, 2384)
nhai-kicker: एनएचएआई के जिम्मेदार की लापरवाही का खमियाजा भुगत रही जनता (562, 1932, 1049, 1954)
depot-quote-name: दिनेशचंद्र श्रीवास्तव, (1431, 1290, 1506, 1302)
opd-section (819, 462, 1117, 614)
bullet-icon: ● (1160, 1218, 1173, 1230)
nhai-col-3: से 30 मीटर दूर गुरु गोविंद सिंह पर्यावरण उद्यान पार्क स्थित है। इतनी महत्वपूर्ण जगह पर जिले का महत्वपूर्ण (779, 2288, 891, 2350)
food-body-text: रायबरेली। जिलाधिकारी हर्षिता माथुर ने दीपावली पर्व के दृष्टिगत आम जनमानस को सुरक्षित खाद्य एवं पेय पदार्थ उपलब्ध कराने हेतु जनपद में खाद्य पदार्थों में मिलावट की रोकथाम के लिए अभियान को और तेज करने के निर्देश दिये हैं। जिलाधिकारी हर्षिता माथुर ने खाद्य विभाग को निर्देश दिये कि दीपावली पर्व के दृष्टिगत बाजारों में बिकने वाले खाद्य पदार्थों के नमूनों की सैम्पलिंग नियामनुसार कराई जाए। उन्होंने कहा कि दीपावली के अवसर पर गुणवत्ता तथा शुद्धता बनाये रखने के लिए चलाये जा रहे गहन अभियान को और तेज किया जाए। उन्होंने कहा कि दीपावली पर्व के अवसर पर गुणवत्तापूर्ण सुरक्षित खाद्य पदार्थों में मिलावट की रोकथाम के लिए कड़े उपाये किये जाए। इसके लिए जनपद में चलाये जा रहे विशेष अभियान को और तेज किया जाए। प्रतिदिन अधिक से अधिक खाद्य पदार्थों की सैंपलिंग की जाए तथा जो खाद्य पदार्थ खाने योग्य न हों एवं विश्लेषण योग्य भी न हो उन्हें मौके पर ही नष्ट कराया जाए। उन्होंने कहा कि पर्वो के अवसर पर गुणवत्तापूर्ण सुरक्षित खाद्य पदार्थों की उपलब्धता के प्रति आम जनमानस भी जागरूकता का परिचय दें तथा किसी भी स्थान पर यदि कोई निम्न स्तर की खाद्य पदार्थ मिलता है तो उसकी सूचना तत्काल जिला प्रशासन को दें। खाद्य सुरक्षा विभाग ने बताया कि अभियान के अन्तर्गत खाद्य सुरक्षा विभाग टीम द्वारा ग्राम अधौरा थाना बछरावां क्षेत्र अंतर्गत 1600 किलो संक्रमित छेना को नष्ट कराते हुए नमूने संग्रहीत कर जॉच हेतु प्रयोगशाला में भेजा गया। (414, 723, 941, 908)
rahul-sub2-body: रैंकिंग अच्छी हासिल करने के लिए पालिका की तरफ से लोगों को सफाई के प्रति जागरूक किया जा रहा है। उनसे अपील की जा रही है कि वह कूड़ेदान में ही कूड़ा फेंके। घर के बाहर या फिर गलियों में कूड़ा न फेंके। पांच में से एक मैटेरियल रिकवरी फैसिलिटी सेंटर (एमआरएफ सेंटर) संचालित करा दिया गया है। एक बनकर तैयार एमआरएफ सेंटर नवंबर माह में शुरू हो जाएगा। शेष तीन एमआरएफ सेंटर भी बनाए जा रहे हैं। अगले माह बंद पड़े कूड़ा निस्तारण प्लांट संचालित कराने की तैयारी है। सड़कों की मरम्मत करके उनकी रोड स्वीपिंग मशीन से सफाई कराई जा रही है। (210, 2063, 386, 2276)
color-bar (998, 2365, 1107, 2384)
site-url[interactable]: www.vishwavarta.com (46, 89, 226, 109)
nhai-photo (779, 2049, 1138, 2252)
color-bar (48, 2365, 157, 2384)
school-col-1 (1153, 715, 1330, 1035)
